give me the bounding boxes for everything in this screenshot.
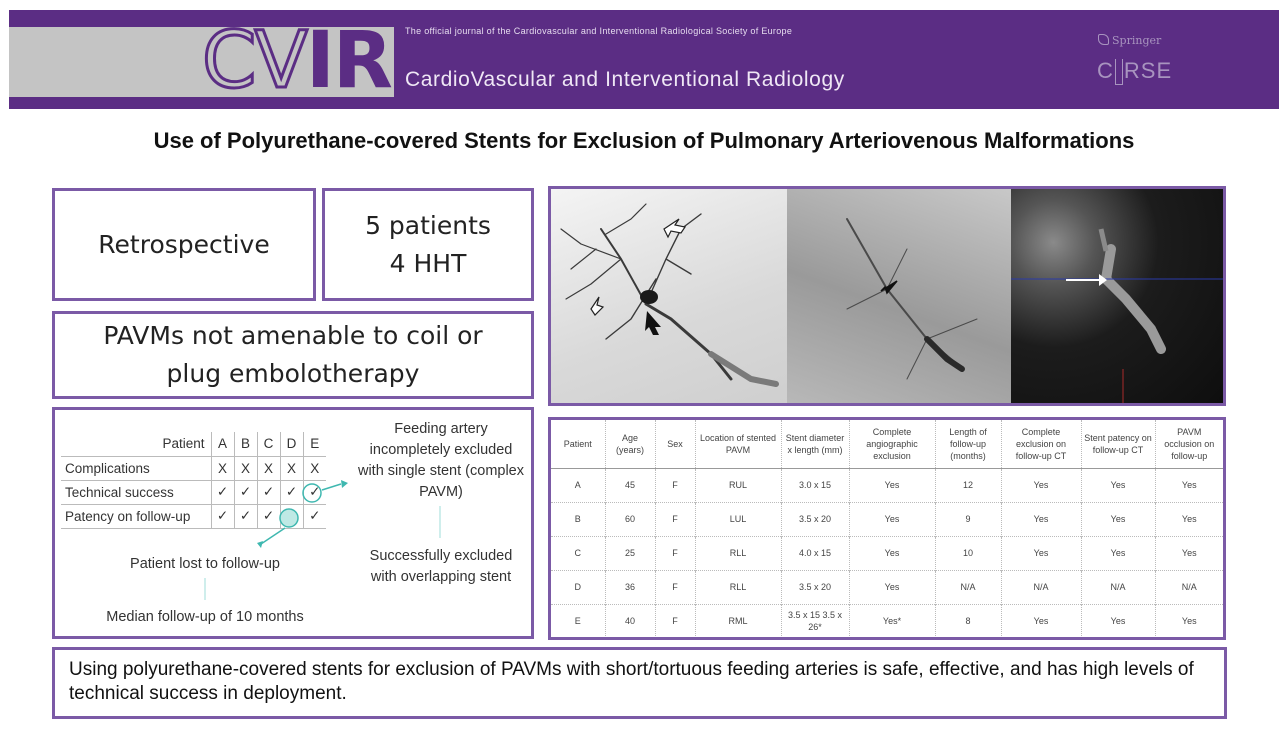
abstract-title: Use of Polyurethane-covered Stents for Exclusion of Pulmonary Arteriovenous Malformations [153, 128, 1135, 153]
ct-scan-vessels [1011, 189, 1223, 403]
highlight-circle-e [303, 484, 321, 502]
table-cell: Yes [849, 536, 935, 570]
table-cell: RLL [695, 570, 781, 604]
table-cell: RUL [695, 468, 781, 502]
col-header: PAVM occlusion on follow-up [1155, 420, 1223, 468]
conclusion-box [52, 647, 1227, 719]
angiogram-vessels [551, 189, 787, 403]
table-cell: A [551, 468, 605, 502]
cell-value: ✓ [280, 480, 303, 504]
table-row [551, 604, 1223, 638]
table-cell: 3.5 x 15 3.5 x 26* [781, 604, 849, 638]
table-cell: Yes [849, 502, 935, 536]
study-design: Retrospective [98, 230, 270, 259]
table-cell: Yes [1081, 502, 1155, 536]
table-cell: 40 [605, 604, 655, 638]
journal-banner [9, 10, 1279, 109]
table-cell: Yes [1001, 502, 1081, 536]
table-cell: Yes [1155, 604, 1223, 638]
col-header: Stent diameter x length (mm) [781, 420, 849, 468]
table-cell: 3.5 x 20 [781, 570, 849, 604]
table-cell: F [655, 468, 695, 502]
table-header-row [551, 420, 1223, 468]
cell-value: X [303, 456, 326, 480]
conclusion-text: Using polyurethane-covered stents for exclusion of PAVMs with short/tortuous feeding arteries is safe, effective, and has high levels of technical success in deployment. [69, 659, 1194, 704]
table-cell: N/A [1155, 570, 1223, 604]
table-cell: RLL [695, 536, 781, 570]
overlapping-stent-note: Successfully excluded with overlapping stent [369, 548, 513, 585]
patient-a: A [211, 432, 234, 456]
table-cell: 3.0 x 15 [781, 468, 849, 502]
table-cell: F [655, 604, 695, 638]
patients-box [322, 188, 534, 301]
patient-data-table [551, 420, 1223, 638]
highlight-circle-d [280, 509, 298, 527]
table-cell: 4.0 x 15 [781, 536, 849, 570]
results-summary-box [52, 407, 534, 639]
col-header: Sex [655, 420, 695, 468]
cell-value: X [211, 456, 234, 480]
table-cell: N/A [935, 570, 1001, 604]
table-cell: 12 [935, 468, 1001, 502]
table-cell: F [655, 536, 695, 570]
table-cell: Yes [1001, 536, 1081, 570]
table-cell: 25 [605, 536, 655, 570]
table-cell: Yes [849, 468, 935, 502]
table-cell: 45 [605, 468, 655, 502]
table-cell: D [551, 570, 605, 604]
table-cell: C [551, 536, 605, 570]
patient-count: 5 patients [365, 210, 491, 240]
table-cell: Yes [1155, 536, 1223, 570]
median-follow-up-note: Median follow-up of 10 months [106, 609, 304, 625]
table-cell: N/A [1081, 570, 1155, 604]
table-cell: B [551, 502, 605, 536]
table-cell: Yes [849, 570, 935, 604]
angiogram-image [551, 189, 787, 403]
cell-value: ✓ [303, 504, 326, 528]
col-header: Location of stented PAVM [695, 420, 781, 468]
fluoroscopy-vessels [787, 189, 1011, 403]
table-cell: Yes [1001, 468, 1081, 502]
table-cell: Yes [1001, 604, 1081, 638]
table-cell: F [655, 570, 695, 604]
table-cell: RML [695, 604, 781, 638]
journal-tagline: The official journal of the Cardiovascular and Interventional Radiological Society of Europe [405, 26, 793, 36]
feeding-artery-note: Feeding artery incompletely excluded with single stent (complex PAVM) [357, 421, 524, 500]
imaging-panel [548, 186, 1226, 406]
journal-name: CardioVascular and Interventional Radiology [405, 68, 845, 91]
table-row [551, 468, 1223, 502]
cell-value: ✓ [303, 480, 326, 504]
cell-value: ✓ [257, 480, 280, 504]
patient-header: Patient [162, 436, 205, 452]
springer-horse-icon [1098, 34, 1109, 45]
col-header: Length of follow-up (months) [935, 420, 1001, 468]
indication-box [52, 311, 534, 399]
cell-value: ✓ [211, 480, 234, 504]
col-header: Complete angiographic exclusion [849, 420, 935, 468]
table-cell: 60 [605, 502, 655, 536]
cvir-logo: CVIR [202, 16, 391, 106]
lost-to-follow-up-note: Patient lost to follow-up [130, 556, 280, 572]
patient-c: C [257, 432, 280, 456]
patient-b: B [234, 432, 257, 456]
table-cell: Yes [1081, 536, 1155, 570]
springer-logo: Springer [1098, 34, 1161, 47]
row-label: Patency on follow-up [61, 504, 211, 528]
table-cell: Yes [1081, 468, 1155, 502]
patient-data-table-box [548, 417, 1226, 640]
col-header: Stent patency on follow-up CT [1081, 420, 1155, 468]
patient-d: D [280, 432, 303, 456]
indication-line-2: plug embolotherapy [166, 359, 420, 388]
fluoroscopy-image [787, 189, 1011, 403]
table-row [551, 570, 1223, 604]
table-cell: E [551, 604, 605, 638]
col-header: Patient [563, 438, 592, 449]
table-cell: 9 [935, 502, 1001, 536]
table-cell: 10 [935, 536, 1001, 570]
cell-value: X [257, 456, 280, 480]
table-cell: LUL [695, 502, 781, 536]
cell-value: ✓ [211, 504, 234, 528]
table-cell: Yes [1081, 604, 1155, 638]
table-cell: 8 [935, 604, 1001, 638]
row-label: Complications [61, 456, 211, 480]
table-cell: Yes* [849, 604, 935, 638]
cell-value: X [234, 456, 257, 480]
table-row [551, 502, 1223, 536]
col-header: Complete exclusion on follow-up CT [1001, 420, 1081, 468]
hht-count: 4 HHT [389, 248, 467, 278]
table-cell: Yes [1155, 468, 1223, 502]
table-row [551, 536, 1223, 570]
ct-scan-image [1011, 189, 1223, 403]
cell-value: ✓ [234, 480, 257, 504]
col-header: Age (years) [605, 420, 655, 468]
cirse-logo: C RSE [1097, 58, 1173, 83]
patient-e: E [303, 432, 326, 456]
cell-value: ✓ [257, 504, 280, 528]
table-cell: Yes [1155, 502, 1223, 536]
cell-value: X [280, 456, 303, 480]
table-cell: 36 [605, 570, 655, 604]
cell-value: ✓ [234, 504, 257, 528]
table-cell: N/A [1001, 570, 1081, 604]
indication-line-1: PAVMs not amenable to coil or [103, 321, 483, 350]
table-cell: 3.5 x 20 [781, 502, 849, 536]
study-design-box [52, 188, 316, 301]
cirse-bar-icon [1115, 59, 1123, 85]
row-label: Technical success [61, 480, 211, 504]
table-cell: F [655, 502, 695, 536]
